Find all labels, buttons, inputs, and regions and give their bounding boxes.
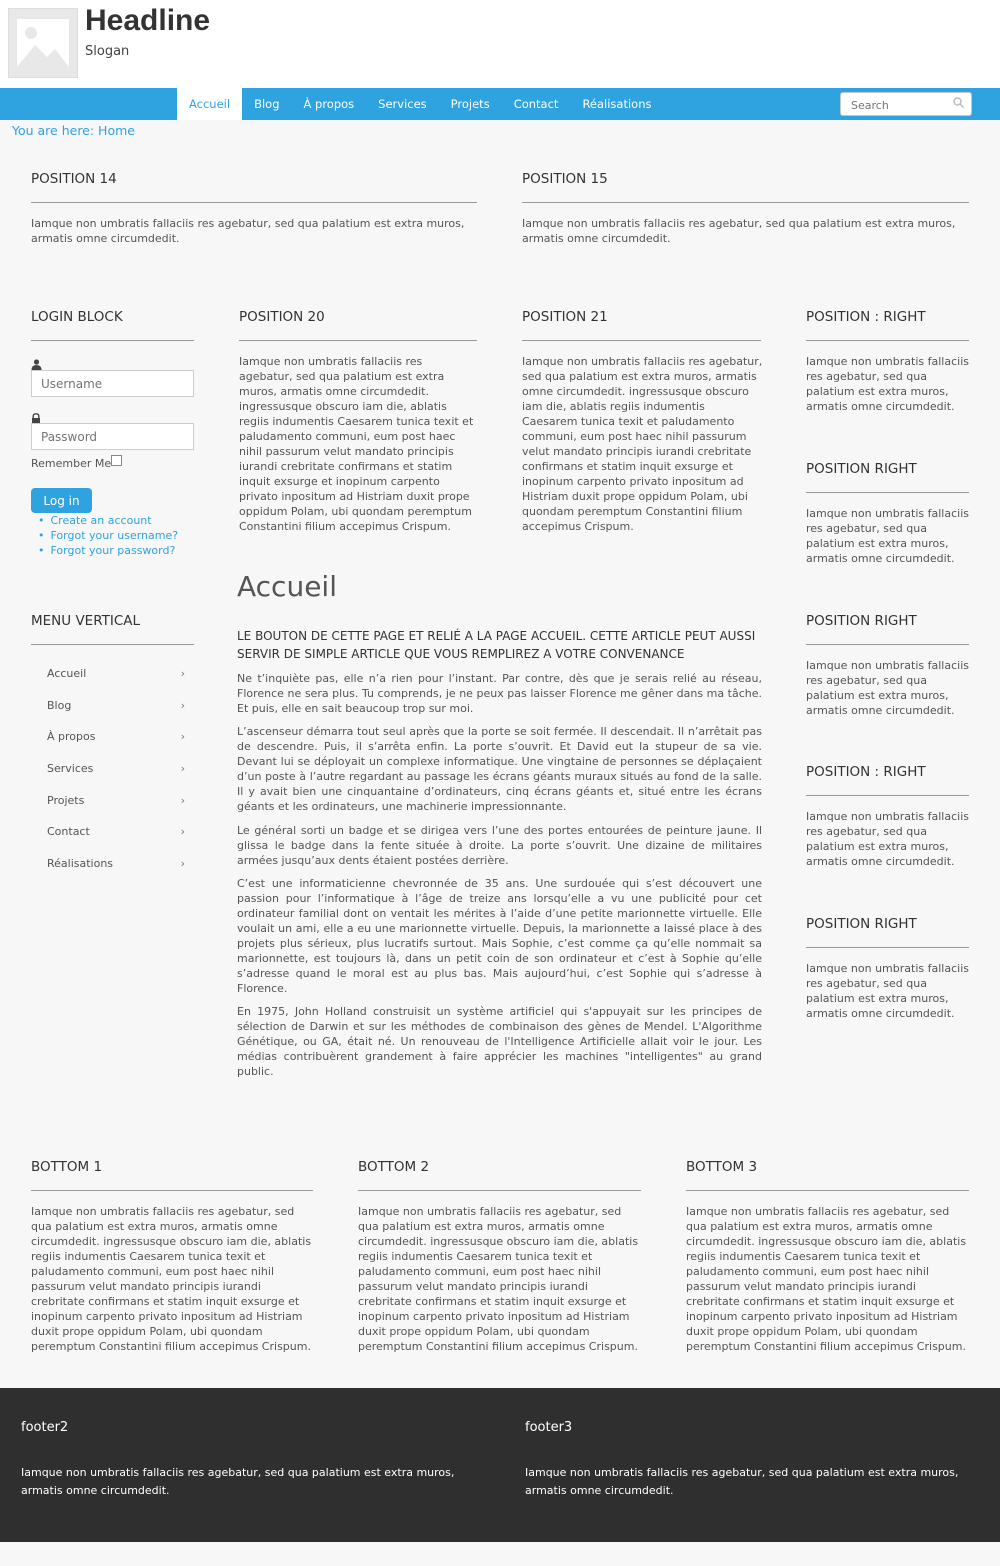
divider	[31, 340, 194, 341]
footer-text: Iamque non umbratis fallaciis res agebatur, sed qua palatium est extra muros, armatis omne circumdedit.	[21, 1466, 455, 1497]
divider	[31, 202, 477, 203]
remember-me-label: Remember Me	[31, 457, 112, 470]
chevron-right-icon: ›	[180, 698, 185, 712]
site-footer	[0, 1388, 1000, 1542]
chevron-right-icon: ›	[180, 762, 185, 776]
module-title-position-14: POSITION 14	[31, 171, 117, 187]
article-paragraph: L’ascenseur démarra tout seul après que la porte se soit fermée. Il descendait. Il n’arrêtait pas de descendre. Puis, il s’arrêta enfin. La porte s’ouvrit. Et David eut la stupeur de sa vie. Devant lui se déployait un complexe informatique. Une vingtaine de personnes se déplaçaient d’un poste à l’autre regardant au passage les écrans géants muraux situés au fond de la salle. Il y avait bien une cinquantaine d’ordinateurs, cinq écrans géants et, situé entre les écrans géants et les ordinateurs, une machinerie impressionnante.	[237, 725, 762, 813]
module-title-bottom-3: BOTTOM 3	[686, 1159, 758, 1175]
nav-item-blog[interactable]: Blog	[254, 97, 280, 111]
vmenu-item-projets[interactable]	[31, 785, 194, 817]
module-title-position-right: POSITION RIGHT	[806, 461, 917, 477]
module-text-position-21: Iamque non umbratis fallaciis res agebatur, sed qua palatium est extra muros, armatis omne circumdedit. ingressusque obscuro iam die, ablatis regiis indumentis Caesarem tunica texit et paludamento communi, eum post haec nihil passurum velut mandato principis iurandi crebritate confirmans et statim inquit exsurge et inopinum carpento privato inpositum ad Histriam duxit prope oppidum Polam, ubi quondam peremptum Constantini filium accepimus Crispum.	[522, 355, 763, 533]
module-title-position-right: POSITION : RIGHT	[806, 309, 926, 325]
divider	[806, 644, 969, 645]
nav-item-contact[interactable]: Contact	[513, 97, 559, 111]
module-title-position-right: POSITION : RIGHT	[806, 764, 926, 780]
module-text-position-right: Iamque non umbratis fallaciis res agebatur, sed qua palatium est extra muros, armatis omne circumdedit.	[806, 659, 969, 717]
module-text-position-right: Iamque non umbratis fallaciis res agebatur, sed qua palatium est extra muros, armatis omne circumdedit.	[806, 355, 969, 413]
divider	[31, 1190, 313, 1191]
article-paragraph: Le général sorti un badge et se dirigea vers l’une des portes entourées de peinture jaune. Il glissa le badge dans la fente située à droite. La porte s’ouvrit. Une dizaine de militaires armées jusqu’aux dents étaient postées derrière.	[237, 824, 762, 867]
chevron-right-icon: ›	[180, 793, 185, 807]
site-headline[interactable]: Headline	[85, 4, 211, 37]
login-block-title: LOGIN BLOCK	[31, 309, 123, 325]
vmenu-item-contact[interactable]	[31, 816, 194, 848]
create-account-link[interactable]: • Create an account	[38, 513, 178, 528]
divider	[686, 1190, 969, 1191]
forgot-username-link[interactable]: • Forgot your username?	[38, 528, 178, 543]
chevron-right-icon: ›	[180, 730, 185, 744]
vmenu-item-label: Services	[47, 762, 94, 776]
chevron-right-icon: ›	[180, 825, 185, 839]
module-title-position-right: POSITION RIGHT	[806, 916, 917, 932]
username-input[interactable]	[31, 370, 194, 397]
nav-item-accueil[interactable]: Accueil	[177, 88, 242, 120]
login-button[interactable]: Log in	[31, 488, 92, 513]
page-bottom-strip	[0, 1542, 1000, 1566]
module-text-bottom-1: Iamque non umbratis fallaciis res agebatur, sed qua palatium est extra muros, armatis omne circumdedit. ingressusque obscuro iam die, ablatis regiis indumentis Caesarem tunica texit et paludamento communi, eum post haec nihil passurum velut mandato principis iurandi crebritate confirmans et statim inquit exsurge et inopinum carpento privato inpositum ad Histriam duxit prope oppidum Polam, ubi quondam peremptum Constantini filium accepimus Crispum.	[31, 1205, 312, 1353]
module-text-position-20: Iamque non umbratis fallaciis res agebatur, sed qua palatium est extra muros, armatis omne circumdedit. ingressusque obscuro iam die, ablatis regiis indumentis Caesarem tunica texit et paludamento communi, eum post haec nihil passurum velut mandato principis iurandi crebritate confirmans et statim inquit exsurge et inopinum carpento privato inpositum ad Histriam duxit prope oppidum Polam, ubi quondam peremptum Constantini filium accepimus Crispum.	[239, 355, 474, 533]
vmenu-item-label: Réalisations	[47, 857, 114, 871]
module-title-bottom-1: BOTTOM 1	[31, 1159, 103, 1175]
divider	[806, 795, 969, 796]
module-text-bottom-2: Iamque non umbratis fallaciis res agebatur, sed qua palatium est extra muros, armatis omne circumdedit. ingressusque obscuro iam die, ablatis regiis indumentis Caesarem tunica texit et paludamento communi, eum post haec nihil passurum velut mandato principis iurandi crebritate confirmans et statim inquit exsurge et inopinum carpento privato inpositum ad Histriam duxit prope oppidum Polam, ubi quondam peremptum Constantini filium accepimus Crispum.	[358, 1205, 639, 1353]
footer-text: Iamque non umbratis fallaciis res agebatur, sed qua palatium est extra muros, armatis omne circumdedit.	[525, 1466, 959, 1497]
module-text-position-right: Iamque non umbratis fallaciis res agebatur, sed qua palatium est extra muros, armatis omne circumdedit.	[806, 810, 969, 868]
login-links	[38, 513, 178, 558]
password-input[interactable]	[31, 423, 194, 450]
vmenu-item-services[interactable]	[31, 753, 194, 785]
vmenu-item-label: Contact	[47, 825, 90, 839]
article-paragraph: En 1975, John Holland construisit un système artificiel qui s'appuyait sur les principes de sélection de Darwin et sur les méthodes de combinaison des gènes de Mendel. L'Algorithme Génétique, ou GA, était né. Un renouveau de l'Intelligence Artificielle allait voir le jour. Les médias contribuèrent grandement à faire apprécier les machines "intelligentes" au grand public.	[237, 1005, 762, 1078]
nav-item-projets[interactable]: Projets	[450, 97, 490, 111]
module-title-position-21: POSITION 21	[522, 309, 608, 325]
vmenu-item-label: Blog	[47, 698, 72, 712]
article-subtitle: LE BOUTON DE CETTE PAGE ET RELIÉ A LA PAGE ACCUEIL. CETTE ARTICLE PEUT AUSSI SERVIR DE SIMPLE ARTICLE QUE VOUS REMPLIREZ A VOTRE CONVENANCE	[237, 629, 756, 661]
module-text-position-15: Iamque non umbratis fallaciis res agebatur, sed qua palatium est extra muros, armatis omne circumdedit.	[522, 217, 956, 245]
module-title-bottom-2: BOTTOM 2	[358, 1159, 430, 1175]
vmenu-item-label: Projets	[47, 793, 85, 807]
main-nav	[177, 88, 663, 120]
module-text-position-right: Iamque non umbratis fallaciis res agebatur, sed qua palatium est extra muros, armatis omne circumdedit.	[806, 507, 969, 565]
vertical-menu	[31, 658, 194, 880]
module-title-position-right: POSITION RIGHT	[806, 613, 917, 629]
search-input[interactable]	[849, 94, 953, 116]
footer-title: footer2	[21, 1420, 69, 1435]
vmenu-item-blog[interactable]	[31, 690, 194, 722]
vmenu-item-label: Accueil	[47, 667, 87, 680]
article-paragraph: Ne t’inquiète pas, elle n’a rien pour l’instant. Par contre, dès que je serais relié au réseau, Florence ne sera plus. Tu comprends, je ne peux pas laisser Florence me gêner dans ma tâche. Et puis, elle en sait beaucoup trop sur moi.	[237, 672, 762, 715]
vmenu-item-a-propos[interactable]	[31, 721, 194, 753]
divider	[239, 340, 477, 341]
search-box	[840, 92, 972, 116]
site-slogan: Slogan	[85, 44, 130, 59]
divider	[522, 202, 969, 203]
vmenu-item-label: À propos	[47, 730, 96, 744]
article-paragraph: C’est une informaticienne chevronnée de 35 ans. Une surdouée qui s’est découvert une passion pour l’informatique à l’âge de treize ans lorsqu’elle a vu une publicité pour cet ordinateur familial dont on ventait les mérites à l’aide d’une petite marionnette virtuelle. Elle voulait un ami, elle a eu une marionnette virtuelle. Depuis, la marionnette a laissé place à des projets plus sérieux, plus lucratifs surtout. Mais Sophie, c’est comme ça qu’elle nommait sa marionnette, est toujours là, dans un petit coin de son ordinateur et c’est à Sophie qu’elle s’adresse quand le moral est au plus bas. Mais aujourd’hui, c’est Sophie qui s’adresse à Florence.	[237, 877, 762, 995]
nav-item-services[interactable]: Services	[378, 97, 427, 111]
chevron-right-icon: ›	[180, 857, 185, 871]
divider	[522, 340, 761, 341]
footer-title: footer3	[525, 1420, 573, 1435]
divider	[806, 947, 969, 948]
nav-item-realisations[interactable]: Réalisations	[582, 97, 652, 111]
divider	[31, 644, 194, 645]
vmenu-item-accueil[interactable]	[31, 658, 194, 690]
remember-me-checkbox[interactable]	[111, 455, 122, 466]
vmenu-item-realisations[interactable]	[31, 848, 194, 880]
module-text-position-14: Iamque non umbratis fallaciis res agebatur, sed qua palatium est extra muros, armatis omne circumdedit.	[31, 217, 465, 245]
forgot-password-link[interactable]: • Forgot your password?	[38, 543, 178, 558]
divider	[806, 340, 969, 341]
divider	[358, 1190, 641, 1191]
module-title-position-15: POSITION 15	[522, 171, 608, 187]
nav-item-a-propos[interactable]: À propos	[303, 97, 355, 111]
module-title-position-20: POSITION 20	[239, 309, 325, 325]
breadcrumb[interactable]: You are here: Home	[12, 123, 135, 138]
menu-vertical-title: MENU VERTICAL	[31, 613, 141, 629]
module-text-position-right: Iamque non umbratis fallaciis res agebatur, sed qua palatium est extra muros, armatis omne circumdedit.	[806, 962, 969, 1020]
module-text-bottom-3: Iamque non umbratis fallaciis res agebatur, sed qua palatium est extra muros, armatis omne circumdedit. ingressusque obscuro iam die, ablatis regiis indumentis Caesarem tunica texit et paludamento communi, eum post haec nihil passurum velut mandato principis iurandi crebritate confirmans et statim inquit exsurge et inopinum carpento privato inpositum ad Histriam duxit prope oppidum Polam, ubi quondam peremptum Constantini filium accepimus Crispum.	[686, 1205, 967, 1353]
chevron-right-icon: ›	[180, 667, 185, 680]
search-icon[interactable]	[953, 97, 964, 111]
logo-image-placeholder[interactable]	[8, 8, 78, 78]
article-title: Accueil	[237, 570, 337, 603]
divider	[806, 492, 969, 493]
site-header	[0, 0, 1000, 88]
